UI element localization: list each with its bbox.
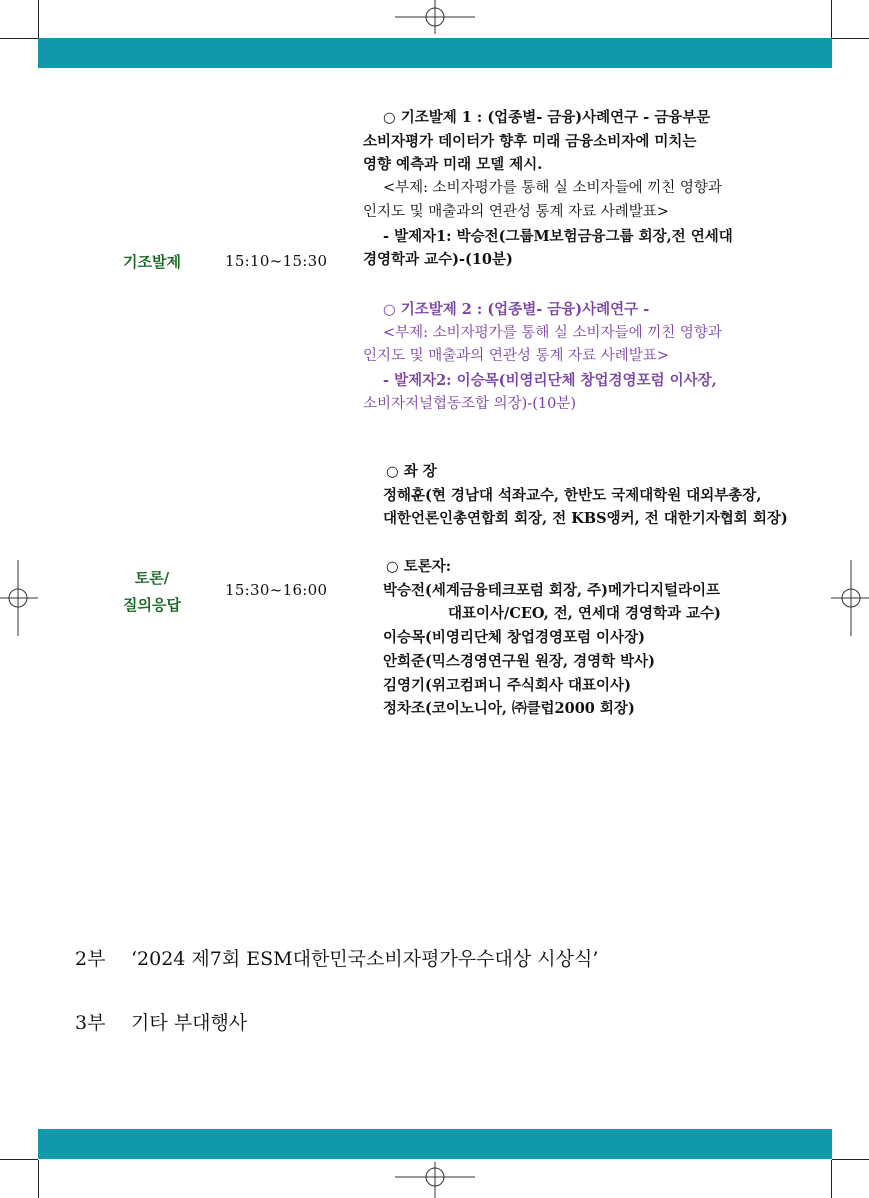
panelist-line: 이승목(비영리단체 창업경영포럼 이사장) (383, 629, 645, 647)
footer-band (38, 1129, 832, 1159)
part-title: 기타 부대행사 (131, 1012, 248, 1034)
registration-mark-icon (395, 0, 475, 34)
keynote1-title: ○ 기조발제 1 : (업종별- 금융)사례연구 - 금융부문 (383, 109, 711, 126)
keynote1-subtitle: 인지도 및 매출과의 연관성 통계 자료 사례발표> (363, 203, 669, 220)
chair-heading: ○ 좌 장 (386, 463, 437, 480)
crop-mark (832, 1159, 869, 1160)
crop-mark (831, 0, 832, 38)
chair-text: 정해훈(현 경남대 석좌교수, 한반도 국제대학원 대외부총장, (383, 486, 762, 504)
panelist-line: 박승전(세계금융테크포럼 회장, 주)메가디지털라이프 (383, 581, 721, 599)
crop-mark (38, 1160, 39, 1198)
session-label-line: 기조발제 (123, 253, 181, 271)
session-label-line: 토론/ (134, 569, 170, 587)
keynote1-presenter: 경영학과 교수)-(10분) (363, 251, 513, 269)
crop-mark (831, 1160, 832, 1198)
keynote1-presenter: - 발제자1: 박승전(그룹M보험금융그룹 회장,전 연세대 (383, 227, 733, 245)
registration-mark-icon (831, 560, 869, 636)
keynote1-block (363, 106, 733, 272)
registration-mark-icon (395, 1162, 475, 1198)
chair-text: 대한언론인총연합회 회장, 전 KBS앵커, 전 대한기자협회 회장) (383, 510, 788, 528)
session-label-keynote (97, 249, 207, 276)
session-label-line: 질의응답 (123, 596, 181, 614)
crop-mark (0, 38, 38, 39)
keynote1-text: 소비자평가 데이터가 향후 미래 금융소비자에 미치는 (363, 132, 697, 150)
part-number: 3부 (75, 1012, 106, 1034)
panel-block (383, 555, 721, 721)
session-time-discussion: 15:30~16:00 (225, 581, 328, 599)
crop-mark (832, 38, 869, 39)
part-2 (75, 944, 598, 971)
panel-heading: ○ 토론자: (386, 558, 452, 575)
part-title: ‘2024 제7회 ESM대한민국소비자평가우수대상 시상식’ (131, 948, 599, 970)
keynote1-text: 영향 예측과 미래 모델 제시. (363, 156, 543, 174)
keynote2-subtitle: <부제: 소비자평가를 통해 실 소비자들에 끼친 영향과 (383, 324, 722, 341)
keynote1-subtitle: <부제: 소비자평가를 통해 실 소비자들에 끼친 영향과 (383, 180, 722, 197)
crop-mark (38, 0, 39, 38)
header-band (38, 38, 832, 68)
chair-block (383, 460, 788, 531)
panelist-line: 대표이사/CEO, 전, 연세대 경영학과 교수) (448, 605, 721, 623)
session-time-keynote: 15:10~15:30 (225, 252, 328, 270)
keynote2-title: ○ 기조발제 2 : (업종별- 금융)사례연구 - (383, 301, 650, 318)
keynote2-presenter: - 발제자2: 이승목(비영리단체 창업경영포럼 이사장, (383, 372, 717, 390)
keynote2-presenter: 소비자저널협동조합 의장)-(10분) (363, 395, 577, 412)
crop-mark (0, 1159, 38, 1160)
keynote2-block (363, 298, 722, 417)
panelist-line: 김영기(위고컴퍼니 주식회사 대표이사) (383, 676, 631, 694)
panelist-line: 정차조(코이노니아, ㈜클럽2000 회장) (383, 700, 635, 718)
part-number: 2부 (75, 948, 106, 970)
part-3 (75, 1008, 247, 1035)
panelist-line: 안희준(믹스경영연구원 원장, 경영학 박사) (383, 652, 656, 670)
keynote2-subtitle: 인지도 및 매출과의 연관성 통계 자료 사례발표> (363, 348, 669, 365)
registration-mark-icon (0, 560, 38, 636)
session-label-discussion (97, 565, 207, 619)
